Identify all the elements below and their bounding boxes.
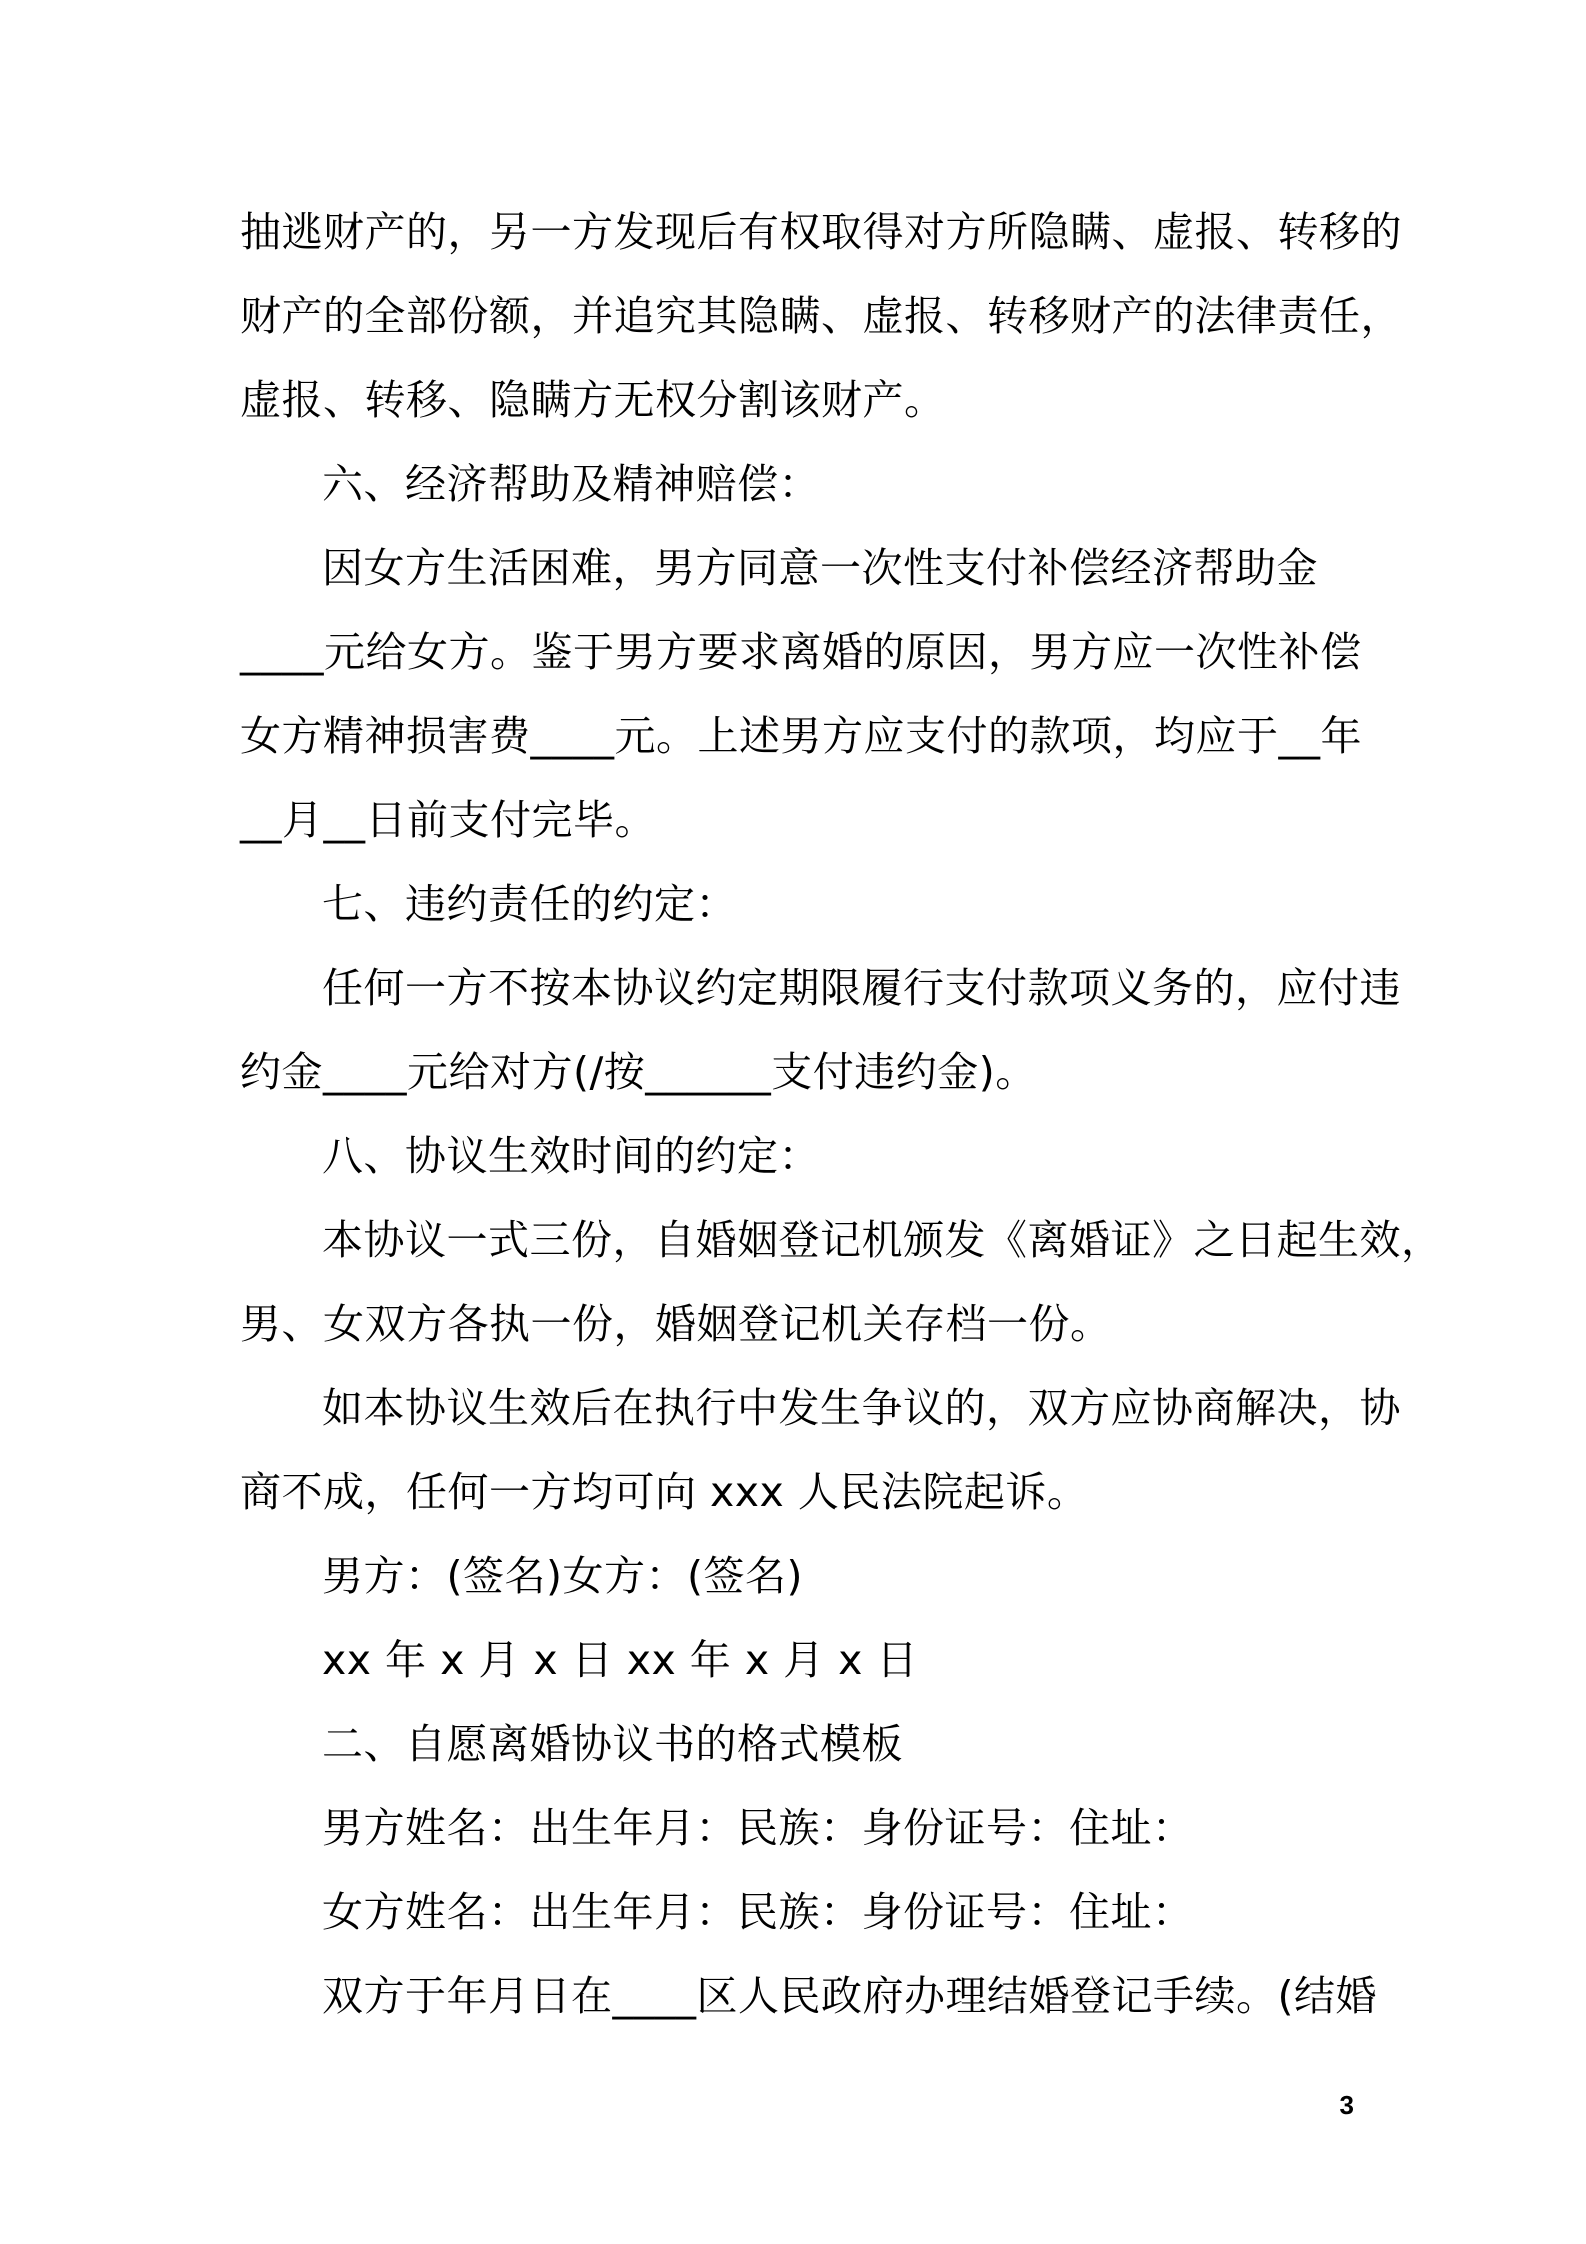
section-heading: 七、违约责任的约定： [322, 880, 737, 928]
text-line: 财产的全部份额，并追究其隐瞒、虚报、转移财产的法律责任， [240, 292, 1402, 340]
text-line: ____元给女方。鉴于男方要求离婚的原因，男方应一次性补偿 [240, 628, 1362, 676]
text-line: 双方于年月日在____区人民政府办理结婚登记手续。(结婚 [322, 1972, 1377, 2020]
text-line: 如本协议生效后在执行中发生争议的，双方应协商解决，协 [322, 1384, 1401, 1432]
text-line: 男、女双方各执一份，婚姻登记机关存档一份。 [240, 1300, 1112, 1348]
document-body [240, 190, 1443, 2038]
text-line: 因女方生活困难，男方同意一次性支付补偿经济帮助金 [322, 544, 1318, 592]
text-line: 商不成，任何一方均可向 xxx 人民法院起诉。 [240, 1468, 1089, 1516]
text-line: 约金____元给对方(/按______支付违约金)。 [240, 1048, 1037, 1096]
text-line: __月__日前支付完毕。 [240, 796, 656, 844]
date-line: xx 年 x 月 x 日 xx 年 x 月 x 日 [322, 1636, 918, 1684]
section-heading: 六、经济帮助及精神赔偿： [322, 460, 820, 508]
page-number: 3 [1339, 2090, 1354, 2120]
text-line: 抽逃财产的，另一方发现后有权取得对方所隐瞒、虚报、转移的 [240, 208, 1402, 256]
section-heading: 二、自愿离婚协议书的格式模板 [322, 1720, 903, 1768]
text-line: 虚报、转移、隐瞒方无权分割该财产。 [240, 376, 946, 424]
form-field-line: 女方姓名：出生年月：民族：身份证号：住址： [322, 1888, 1194, 1936]
signature-line: 男方：(签名)女方：(签名) [322, 1552, 803, 1600]
section-heading: 八、协议生效时间的约定： [322, 1132, 820, 1180]
form-field-line: 男方姓名：出生年月：民族：身份证号：住址： [322, 1804, 1194, 1852]
text-line: 任何一方不按本协议约定期限履行支付款项义务的，应付违 [322, 964, 1401, 1012]
text-line: 本协议一式三份，自婚姻登记机颁发《离婚证》之日起生效， [322, 1216, 1443, 1264]
text-line: 女方精神损害费____元。上述男方应支付的款项，均应于__年 [240, 712, 1362, 760]
